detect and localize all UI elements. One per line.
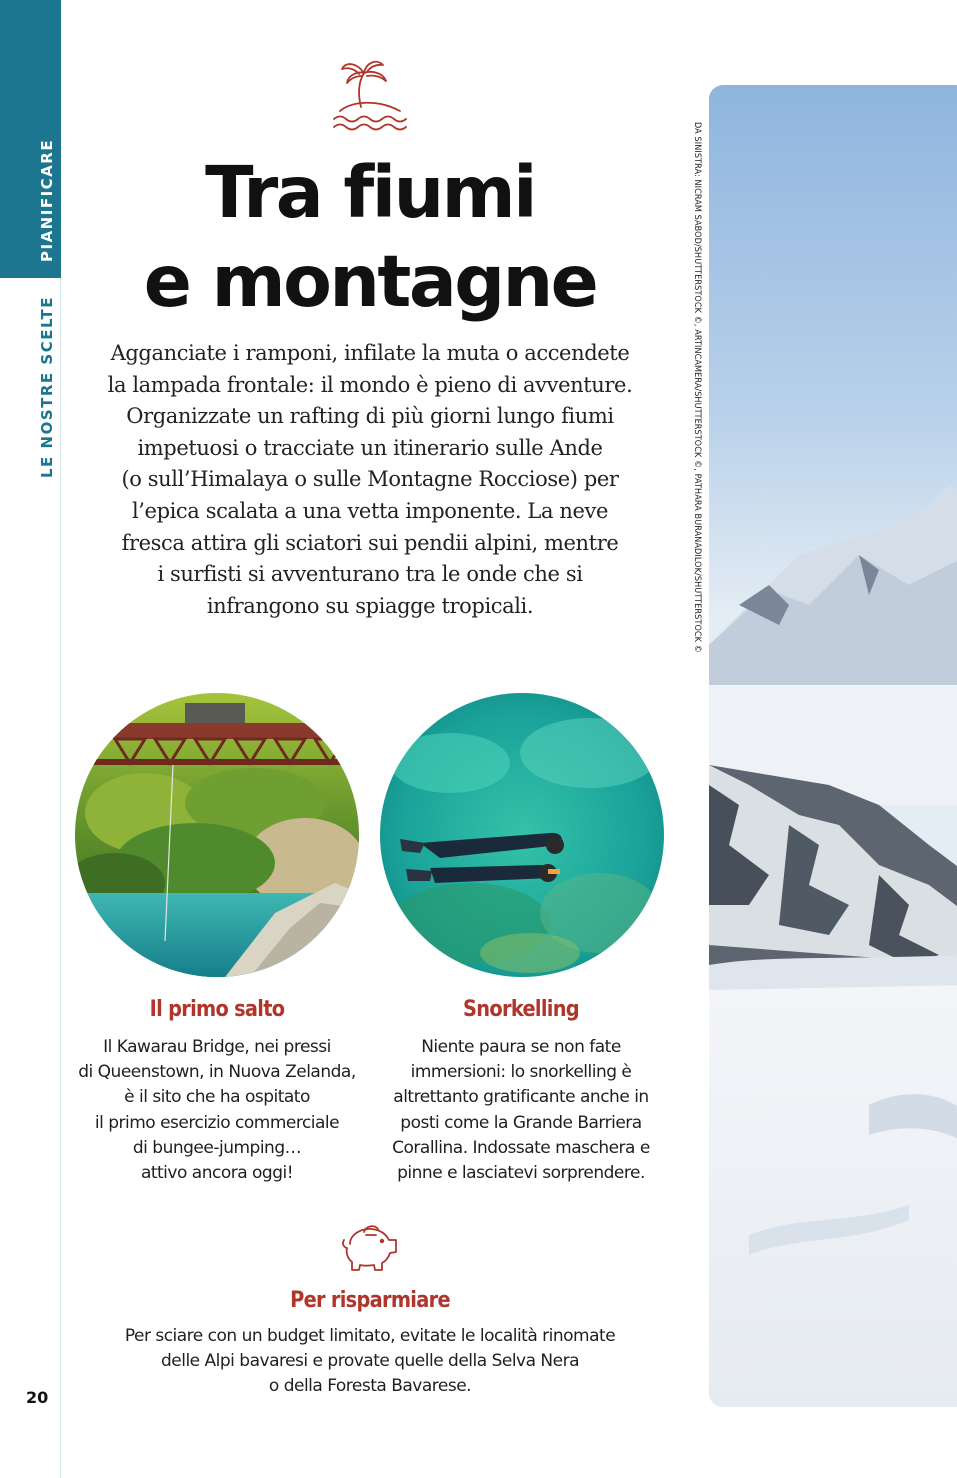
tip-line: delle Alpi bavaresi e provate quelle della Selva Nera xyxy=(160,1351,580,1372)
page-number: 20 xyxy=(26,1388,49,1407)
tip-line: Per sciare con un budget limitato, evitate le località rinomate xyxy=(124,1326,616,1346)
intro-paragraph xyxy=(70,338,670,622)
intro-line: impetuosi o tracciate un itinerario sulle Ande xyxy=(137,435,603,460)
card-line: di Queenstown, in Nuova Zelanda, xyxy=(78,1062,356,1083)
tip-title: Per risparmiare xyxy=(290,1288,450,1313)
sidebar-subsection-label: LE NOSTRE SCELTE xyxy=(38,296,56,478)
intro-line: (o sull’Himalaya o sulle Montagne Rocciose) per xyxy=(121,467,619,492)
title-line-2: e montagne xyxy=(143,240,597,323)
photo-credit: DA SINISTRA: NICRAM SABOD/SHUTTERSTOCK ©, ARTINCAMERA/SHUTTERSTOCK ©, PATHARA BURANADILOK/SHUTTERSTOCK © xyxy=(692,122,702,653)
snowy-mountains-photo xyxy=(709,85,957,1407)
intro-line: la lampada frontale: il mondo è pieno di avventure. xyxy=(107,372,633,397)
sidebar-section-label: PIANIFICARE xyxy=(38,138,56,262)
card-title-snorkelling: Snorkelling xyxy=(463,997,579,1022)
card-text-bungee xyxy=(67,1035,367,1186)
intro-line: infrangono su spiagge tropicali. xyxy=(206,593,534,618)
card-title-bungee: Il primo salto xyxy=(149,997,285,1022)
card-line: posti come la Grande Barriera xyxy=(400,1112,642,1133)
intro-line: i surfisti si avventurano tra le onde che si xyxy=(157,562,583,587)
card-line: di bungee-jumping… xyxy=(132,1137,302,1158)
card-line: altrettanto gratificante anche in xyxy=(393,1087,649,1108)
card-line: pinne e lasciatevi sorprendere. xyxy=(397,1163,645,1184)
intro-line: Organizzate un rafting di più giorni lungo fiumi xyxy=(126,404,614,429)
intro-line: Agganciate i ramponi, infilate la muta o accendete xyxy=(110,341,630,365)
piggy-bank-icon xyxy=(338,1222,400,1274)
intro-line: l’epica scalata a una vetta imponente. La neve xyxy=(131,498,609,523)
card-line: immersioni: lo snorkelling è xyxy=(410,1062,632,1083)
card-line: Niente paura se non fate xyxy=(421,1037,621,1057)
snorkelling-photo xyxy=(380,693,664,977)
title-line-1: Tra fiumi xyxy=(205,151,535,234)
card-line: attivo ancora oggi! xyxy=(140,1163,294,1184)
sidebar-divider xyxy=(60,278,61,1478)
intro-line: fresca attira gli sciatori sui pendii alpini, mentre xyxy=(121,530,619,555)
page-title xyxy=(75,148,665,326)
bungee-bridge-photo xyxy=(75,693,359,977)
card-line: Il Kawarau Bridge, nei pressi xyxy=(103,1037,331,1057)
card-line: il primo esercizio commerciale xyxy=(94,1112,340,1133)
card-line: Corallina. Indossate maschera e xyxy=(392,1137,650,1158)
tip-text xyxy=(90,1324,650,1400)
card-line: è il sito che ha ospitato xyxy=(124,1087,310,1108)
tip-line: o della Foresta Bavarese. xyxy=(268,1376,472,1397)
palm-island-icon xyxy=(328,55,410,137)
card-text-snorkelling xyxy=(371,1035,671,1186)
